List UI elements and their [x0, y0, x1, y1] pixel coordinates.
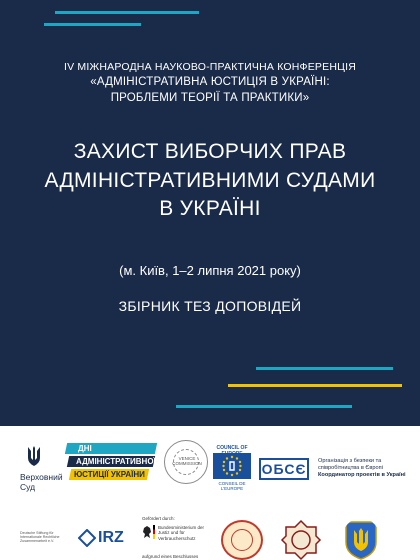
coat-of-arms-icon [342, 518, 380, 560]
venice-text: VENICE COMMISSION [172, 456, 202, 466]
decor-line-bottom-3 [176, 405, 352, 408]
osce-line-2: співробітництва в Європі [318, 465, 383, 471]
irz-small-text: Deutsche Stiftung für Internationale Rechtliche Zusammenarbeit e.V. [20, 531, 60, 544]
coe-top-text: COUNCIL OF [216, 445, 248, 451]
osce-logo [259, 458, 309, 480]
trident-icon [26, 446, 42, 468]
conference-line-2: «АДМІНІСТРАТИВНА ЮСТИЦІЯ В УКРАЇНІ: [90, 76, 330, 88]
supreme-court-logo [20, 446, 64, 496]
university-seal-1-icon [221, 520, 263, 560]
eu-stars-icon [213, 453, 251, 479]
germany-bottom-text: aufgrund eines Beschlusses [142, 554, 199, 559]
osce-line-3: Координатор проектів в Україні [318, 472, 406, 478]
decor-line-top-1 [55, 11, 199, 14]
title-line-3: В УКРАЇНІ [159, 197, 261, 220]
place-date: (м. Київ, 1–2 липня 2021 року) [119, 263, 301, 278]
conference-line-3: ПРОБЛЕМИ ТЕОРІЇ ТА ПРАКТИКИ» [110, 92, 310, 104]
decor-line-top-2 [44, 23, 141, 26]
days-of-justice-logo [66, 443, 158, 489]
germany-ministry-text: Bundesministerium der Justiz und für Verbraucherschutz [158, 525, 205, 541]
title-line-2: АДМІНІСТРАТИВНИМИ СУДАМИ [44, 169, 376, 192]
supreme-court-line-1: Верховний [20, 472, 63, 482]
university-seal-2-icon [280, 519, 322, 560]
irz-mark-icon [78, 529, 96, 547]
days-line-2: АДМІНІСТРАТИВНОЇ [76, 457, 156, 466]
supreme-court-line-2: Суд [20, 482, 36, 492]
irz-text: IRZ [98, 529, 124, 546]
coe-bottom-text: CONSEIL DE L'EUROPE [218, 481, 246, 491]
eagle-icon [142, 525, 152, 539]
osce-line-1: Організація з безпеки та [318, 458, 382, 464]
irz-logo [20, 529, 130, 559]
decor-line-bottom-2 [228, 384, 402, 387]
partner-logos [0, 426, 420, 560]
osce-description [318, 458, 418, 479]
osce-mark: ОБСЄ [261, 461, 307, 477]
council-of-europe-logo [210, 445, 254, 489]
germany-top-text: Gefördert durch: [142, 516, 175, 521]
collection-title: ЗБІРНИК ТЕЗ ДОПОВІДЕЙ [118, 298, 302, 314]
days-line-3: ЮСТИЦІЇ УКРАЇНИ [74, 470, 145, 479]
venice-commission-logo [164, 440, 208, 484]
conference-line-1: IV МІЖНАРОДНА НАУКОВО-ПРАКТИЧНА КОНФЕРЕНЦІЯ [63, 61, 356, 73]
german-ministry-logo [142, 516, 212, 560]
days-line-1: ДНІ [78, 444, 92, 453]
title-line-1: ЗАХИСТ ВИБОРЧИХ ПРАВ [73, 140, 347, 163]
decor-line-bottom-1 [256, 367, 393, 370]
